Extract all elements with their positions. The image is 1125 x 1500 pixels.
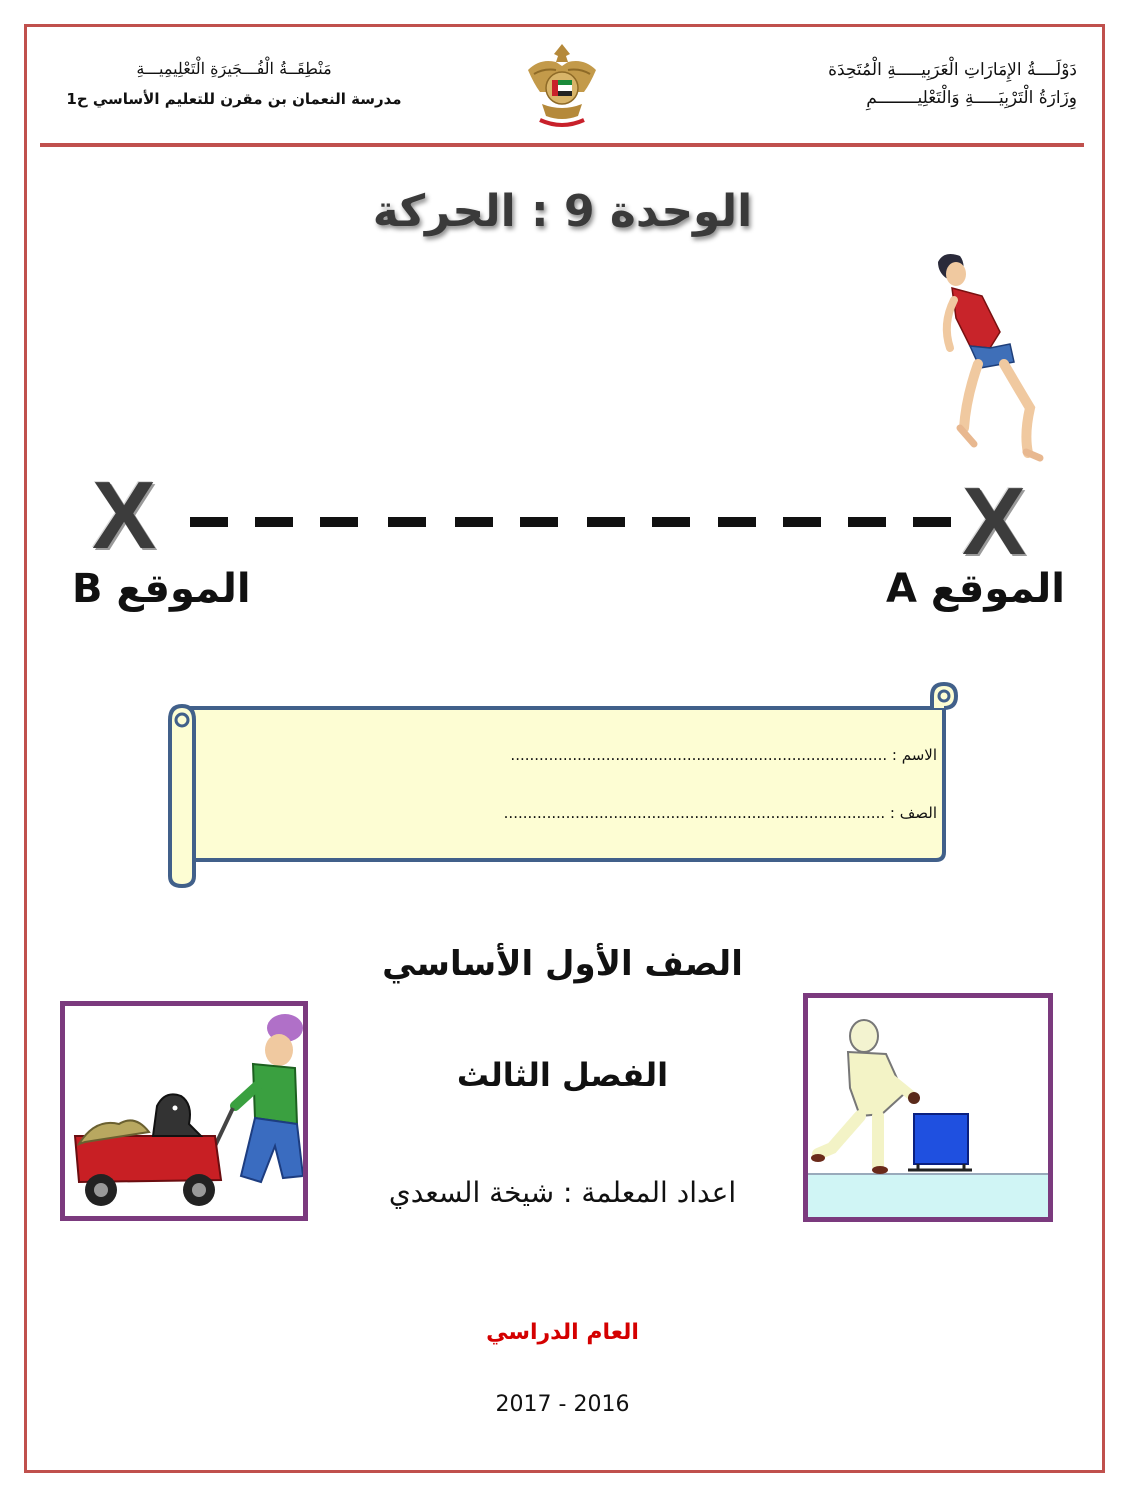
path-dash — [652, 517, 690, 527]
path-dash — [848, 517, 886, 527]
academic-year-value: 2017 - 2016 — [495, 1392, 630, 1417]
header-right — [828, 56, 1077, 112]
path-dash — [783, 517, 821, 527]
position-b-label: الموقع B — [72, 566, 251, 612]
term-heading: الفصل الثالث — [456, 1056, 669, 1094]
teacher-credit: اعداد المعلمة : شيخة السعدي — [388, 1176, 737, 1209]
ministry-name: وِزَارَةُ الْتَرْبِيَـــــةِ وَالْتَعْلِيــــــــمِ — [866, 88, 1077, 108]
child-pushing-sled-icon — [808, 998, 1048, 1217]
student-info-scroll — [162, 680, 966, 890]
sled-picture-frame — [803, 993, 1053, 1222]
class-field-row — [504, 804, 937, 822]
name-input-line[interactable]: ............................................................................... — [510, 746, 888, 764]
uae-emblem-icon — [520, 40, 604, 132]
name-label: الاسم : — [891, 746, 937, 764]
position-b-marker: X — [92, 462, 157, 569]
page-title: الوحدة 9 : الحركة — [372, 186, 753, 237]
path-dash — [455, 517, 493, 527]
header-left — [64, 54, 404, 114]
child-pulling-wagon-with-dog-icon — [65, 1006, 303, 1216]
position-a-marker: X — [962, 468, 1027, 575]
school-name: مدرسة النعمان بن مقرن للتعليم الأساسي ح1 — [66, 90, 402, 108]
region-name: مَنْطِقَــةُ الْفُـــجَيرَةِ الْتَعْلِيمِيـــةِ — [136, 59, 332, 78]
path-dash — [913, 517, 951, 527]
path-dash — [320, 517, 358, 527]
grade-heading: الصف الأول الأساسي — [382, 944, 743, 984]
path-dash — [190, 517, 228, 527]
path-dash — [587, 517, 625, 527]
class-input-line[interactable]: ................................................................................ — [503, 804, 886, 822]
country-name: دَوْلَــــةُ الإِمَارَاتِ الْعَرَبِيـــــةِ الْمُتَحِدَة — [828, 60, 1077, 80]
position-a-label: الموقع A — [885, 566, 1065, 612]
path-dash — [388, 517, 426, 527]
path-dash — [718, 517, 756, 527]
wagon-picture-frame — [60, 1001, 308, 1221]
path-dash — [255, 517, 293, 527]
path-dash — [520, 517, 558, 527]
header-divider — [40, 143, 1084, 147]
running-boy-icon — [920, 248, 1050, 468]
name-field-row — [510, 746, 937, 764]
class-label: الصف : — [889, 804, 937, 822]
academic-year-label: العام الدراسي — [486, 1320, 639, 1345]
